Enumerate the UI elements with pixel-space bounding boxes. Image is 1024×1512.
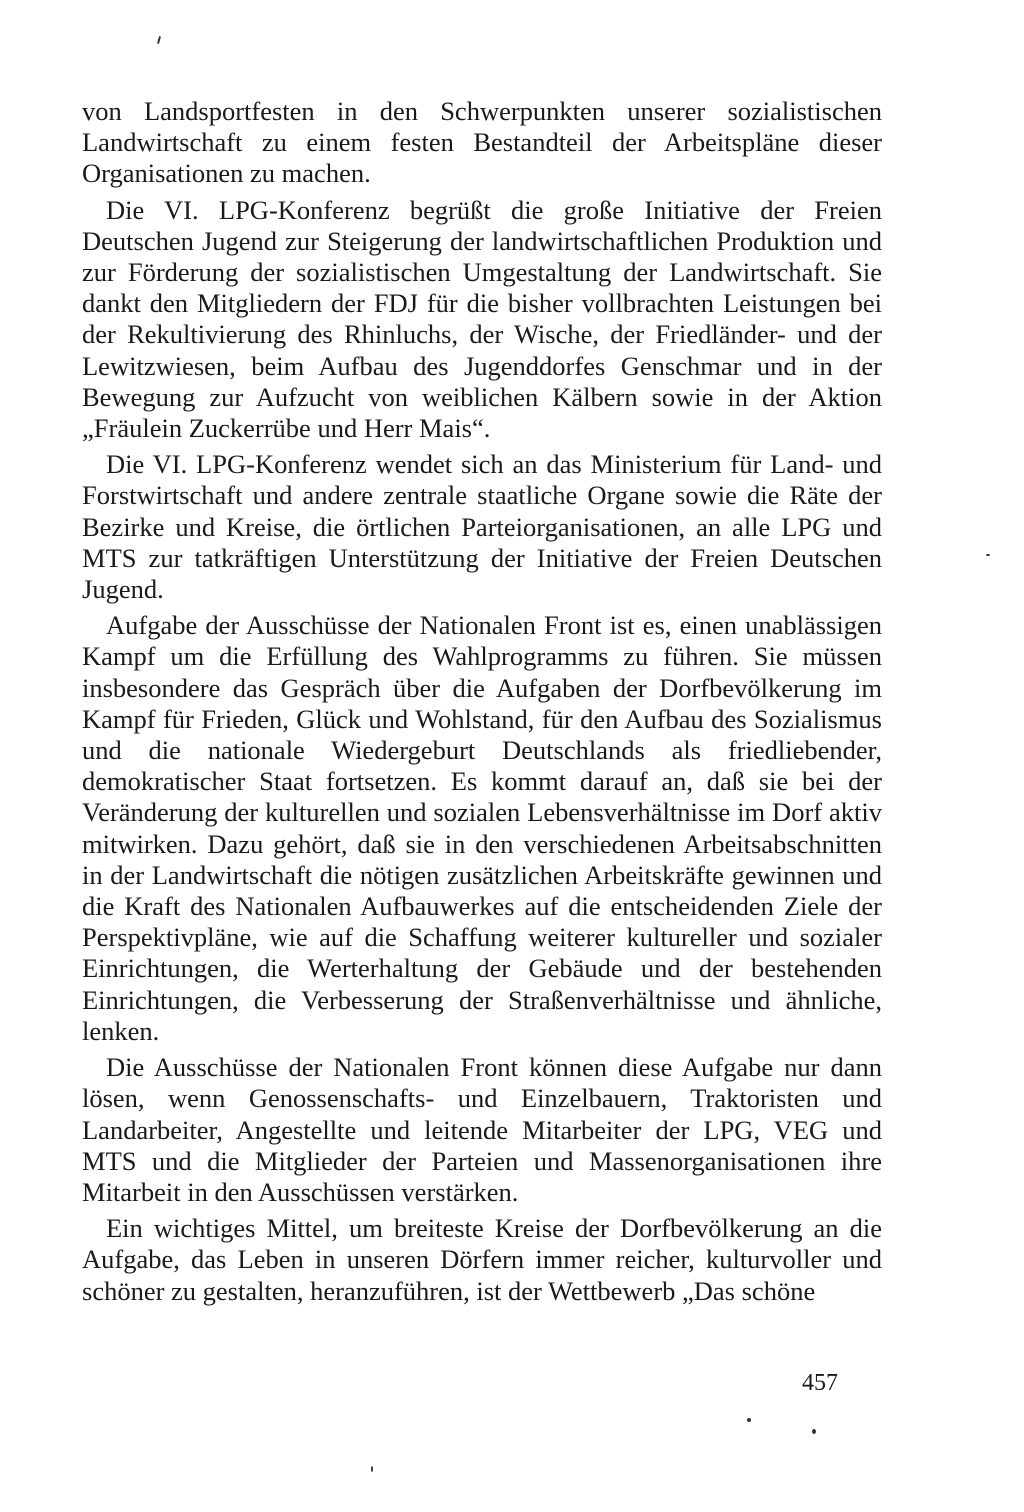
paragraph: Die VI. LPG-Konferenz begrüßt die große Initiative der Freien Deutschen Jugend zur Steigerung der landwirtschaftlichen Produktion und zur Förderung der sozialistischen Umgestaltung der Landwirtschaft. Sie dankt den Mitgliedern der FDJ für die bisher vollbrachten Leistungen bei der Rekultivierung des Rhinluchs, der Wische, der Friedländer- und der Lewitzwiesen, beim Aufbau des Jugenddorfes Genschmar und in der Bewegung zur Aufzucht von weiblichen Kälbern sowie in der Aktion „Fräulein Zuckerrübe und Herr Mais“. (82, 194, 882, 444)
scan-speck (986, 554, 990, 556)
body-text (82, 96, 882, 1312)
paragraph: Aufgabe der Ausschüsse der Nationalen Front ist es, einen unablässigen Kampf um die Erfüllung des Wahlprogramms zu führen. Sie müssen insbesondere das Gespräch über die Aufgaben der Dorfbevölkerung im Kampf für Frieden, Glück und Wohlstand, für den Aufbau des Sozialismus und die nationale Wiedergeburt Deutschlands als friedliebender, demokratischer Staat fortsetzen. Es kommt darauf an, daß sie bei der Veränderung der kulturellen und sozialen Lebensverhältnisse im Dorf aktiv mitwirken. Dazu gehört, daß sie in den verschiedenen Arbeitsabschnitten in der Landwirtschaft die nötigen zusätzlichen Arbeitskräfte gewinnen und die Kraft des Nationalen Aufbauwerkes auf die entscheidenden Ziele der Perspektivpläne, wie auf die Schaffung weiterer kultureller und sozialer Einrichtungen, die Werterhaltung der Gebäude und der bestehenden Einrichtungen, die Verbesserung der Straßenverhältnisse und ähnliche, lenken. (82, 610, 882, 1046)
scan-speck (157, 36, 161, 44)
scan-speck (812, 1429, 816, 1434)
paragraph: Die VI. LPG-Konferenz wendet sich an das Ministerium für Land- und Forstwirtschaft und andere zentrale staatliche Organe sowie die Räte der Bezirke und Kreise, die örtlichen Parteiorganisationen, an alle LPG und MTS zur tatkräftigen Unterstützung der Initiative der Freien Deutschen Jugend. (82, 449, 882, 605)
paragraph: Ein wichtiges Mittel, um breiteste Kreise der Dorfbevölkerung an die Aufgabe, das Leben in unseren Dörfern immer reicher, kulturvoller und schöner zu gestalten, heranzuführen, ist der Wettbewerb „Das schöne (82, 1213, 882, 1306)
scan-speck (747, 1418, 751, 1422)
paragraph: Die Ausschüsse der Nationalen Front können diese Aufgabe nur dann lösen, wenn Genossenschafts- und Einzelbauern, Traktoristen und Landarbeiter, Angestellte und leitende Mitarbeiter der LPG, VEG und MTS und die Mitglieder der Parteien und Massenorganisationen ihre Mitarbeit in den Ausschüssen verstärken. (82, 1052, 882, 1207)
paragraph: von Landsportfesten in den Schwerpunkten unserer sozialistischen Landwirtschaft zu einem festen Bestandteil der Arbeitspläne dieser Organisationen zu machen. (82, 96, 882, 189)
scan-speck (371, 1466, 373, 1472)
page-number: 457 (802, 1370, 838, 1396)
